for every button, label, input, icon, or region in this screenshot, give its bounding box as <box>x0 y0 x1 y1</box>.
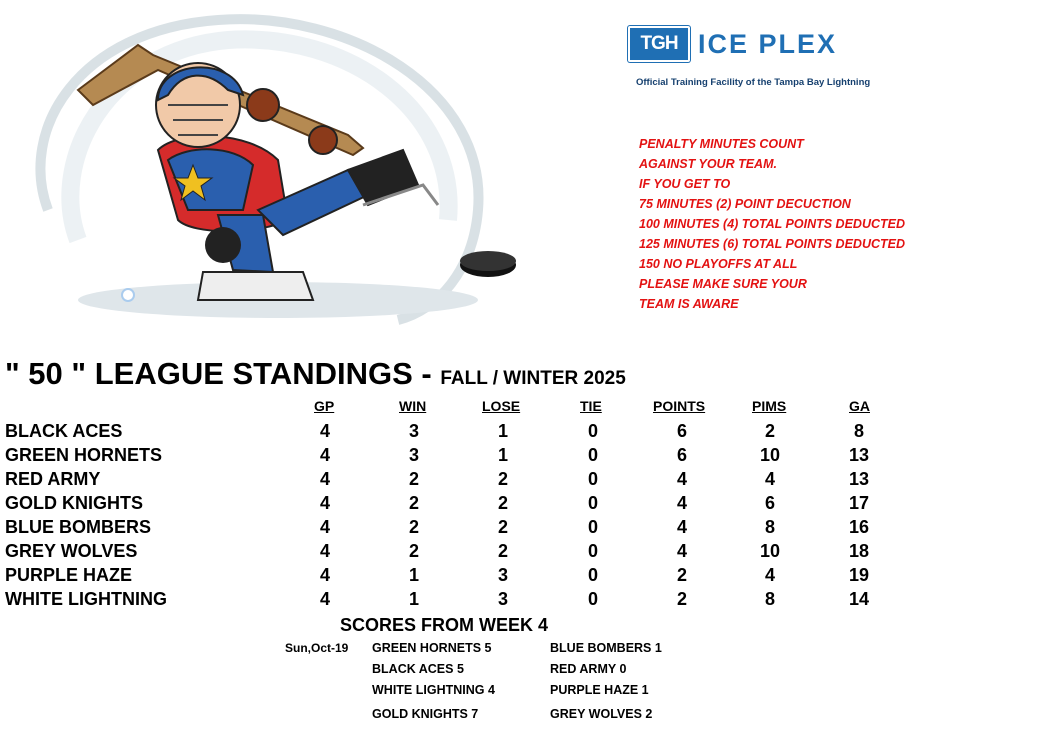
stat-points: 4 <box>676 469 687 489</box>
notice-line: AGAINST YOUR TEAM. <box>639 157 777 171</box>
tgh-badge <box>628 26 690 62</box>
stat-win: 2 <box>408 541 419 561</box>
stat-tie: 0 <box>587 517 598 537</box>
tgh-iceplex-logo <box>628 26 898 92</box>
standings-row <box>0 589 900 613</box>
col-header-win: WIN <box>399 398 427 414</box>
notice-line: PENALTY MINUTES COUNT <box>639 137 804 151</box>
team-name: GREEN HORNETS <box>5 445 163 465</box>
stat-ga: 16 <box>848 517 870 537</box>
stat-lose: 2 <box>497 517 508 537</box>
standings-row <box>0 541 900 565</box>
stat-ga: 14 <box>848 589 870 609</box>
notice-line: TEAM IS AWARE <box>639 297 739 311</box>
standings-row <box>0 469 900 493</box>
game-home-score: GOLD KNIGHTS 7 <box>372 707 479 721</box>
stat-gp: 4 <box>319 517 330 537</box>
penalty-notice <box>639 134 905 314</box>
team-name: BLACK ACES <box>5 421 123 441</box>
notice-line: 75 MINUTES (2) POINT DECUCTION <box>639 197 851 211</box>
stat-points: 6 <box>676 421 687 441</box>
stat-ga: 13 <box>848 445 870 465</box>
stat-tie: 0 <box>587 445 598 465</box>
stat-ga: 13 <box>848 469 870 489</box>
stat-pims: 4 <box>764 565 775 585</box>
stat-gp: 4 <box>319 565 330 585</box>
standings-row <box>0 493 900 517</box>
iceplex-wordmark: ICE PLEX <box>698 29 838 59</box>
stat-pims: 2 <box>764 421 775 441</box>
stat-gp: 4 <box>319 589 330 609</box>
stat-ga: 8 <box>853 421 864 441</box>
team-name: PURPLE HAZE <box>5 565 133 585</box>
stat-lose: 2 <box>497 493 508 513</box>
team-name: RED ARMY <box>5 469 101 489</box>
title-season: FALL / WINTER 2025 <box>440 368 626 389</box>
stat-tie: 0 <box>587 469 598 489</box>
stat-lose: 2 <box>497 541 508 561</box>
standings-row <box>0 445 900 469</box>
scores-date: Sun,Oct-19 <box>285 641 349 655</box>
stat-gp: 4 <box>319 541 330 561</box>
stat-win: 3 <box>408 445 419 465</box>
title-main: " 50 " LEAGUE STANDINGS - <box>5 356 441 391</box>
standings-row <box>0 517 900 541</box>
stat-lose: 1 <box>497 421 508 441</box>
stat-tie: 0 <box>587 421 598 441</box>
stat-tie: 0 <box>587 589 598 609</box>
stat-points: 4 <box>676 517 687 537</box>
stat-tie: 0 <box>587 565 598 585</box>
standings-row <box>0 421 900 445</box>
stat-lose: 3 <box>497 565 508 585</box>
stat-points: 2 <box>676 565 687 585</box>
stat-ga: 19 <box>848 565 870 585</box>
game-home-score: BLACK ACES 5 <box>372 662 464 676</box>
stat-lose: 2 <box>497 469 508 489</box>
stat-win: 3 <box>408 421 419 441</box>
stat-win: 1 <box>408 589 419 609</box>
stat-tie: 0 <box>587 541 598 561</box>
notice-line: 150 NO PLAYOFFS AT ALL <box>639 257 798 271</box>
game-home-score: WHITE LIGHTNING 4 <box>372 683 495 697</box>
game-home-score: GREEN HORNETS 5 <box>372 641 492 655</box>
notice-line: 125 MINUTES (6) TOTAL POINTS DEDUCTED <box>639 237 906 251</box>
notice-line: 100 MINUTES (4) TOTAL POINTS DEDUCTED <box>639 217 906 231</box>
col-header-lose: LOSE <box>482 398 521 414</box>
stat-lose: 1 <box>497 445 508 465</box>
notice-line: PLEASE MAKE SURE YOUR <box>639 277 807 291</box>
stat-win: 2 <box>408 493 419 513</box>
stat-points: 2 <box>676 589 687 609</box>
col-header-tie: TIE <box>580 398 602 414</box>
col-header-gp: GP <box>314 398 335 414</box>
col-header-ga: GA <box>849 398 870 414</box>
scores-title: SCORES FROM WEEK 4 <box>340 615 549 635</box>
col-header-points: POINTS <box>653 398 706 414</box>
stat-win: 1 <box>408 565 419 585</box>
stat-ga: 17 <box>848 493 870 513</box>
team-name: GREY WOLVES <box>5 541 138 561</box>
stat-points: 4 <box>676 541 687 561</box>
notice-line: IF YOU GET TO <box>639 177 731 191</box>
team-name: GOLD KNIGHTS <box>5 493 143 513</box>
hockey-player-illustration <box>18 10 518 330</box>
page-title <box>5 356 626 392</box>
stat-pims: 4 <box>764 469 775 489</box>
col-header-pims: PIMS <box>752 398 787 414</box>
stat-points: 4 <box>676 493 687 513</box>
team-name: WHITE LIGHTNING <box>5 589 167 609</box>
team-name: BLUE BOMBERS <box>5 517 152 537</box>
tgh-badge-text: TGH <box>640 33 678 54</box>
stat-pims: 10 <box>759 541 781 561</box>
stat-pims: 8 <box>764 517 775 537</box>
stat-pims: 6 <box>764 493 775 513</box>
stat-points: 6 <box>676 445 687 465</box>
stat-pims: 10 <box>759 445 781 465</box>
game-away-score: RED ARMY 0 <box>550 662 627 676</box>
stat-gp: 4 <box>319 445 330 465</box>
logo-tagline: Official Training Facility of the Tampa Bay Lightning <box>636 77 871 88</box>
stat-win: 2 <box>408 469 419 489</box>
game-away-score: BLUE BOMBERS 1 <box>550 641 662 655</box>
stat-ga: 18 <box>848 541 870 561</box>
stat-pims: 8 <box>764 589 775 609</box>
standings-row <box>0 565 900 589</box>
stat-gp: 4 <box>319 493 330 513</box>
stat-tie: 0 <box>587 493 598 513</box>
stat-gp: 4 <box>319 469 330 489</box>
stat-win: 2 <box>408 517 419 537</box>
game-away-score: GREY WOLVES 2 <box>550 707 653 721</box>
stat-lose: 3 <box>497 589 508 609</box>
game-away-score: PURPLE HAZE 1 <box>550 683 649 697</box>
stat-gp: 4 <box>319 421 330 441</box>
